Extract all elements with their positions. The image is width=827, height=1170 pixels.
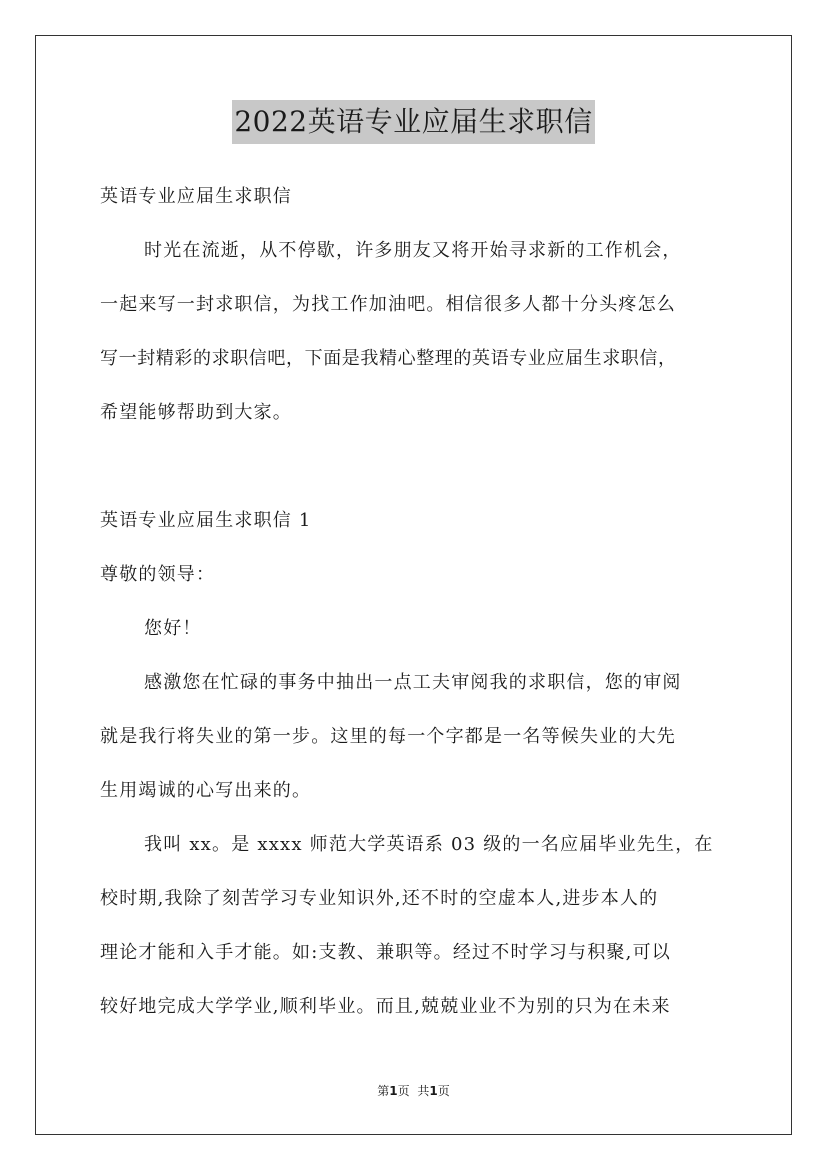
document-title-text: 2022英语专业应届生求职信	[232, 100, 594, 144]
page-footer	[0, 1082, 827, 1100]
paragraph-line: 理论才能和入手才能。如:支教、兼职等。经过不时学习与积聚,可以	[100, 942, 671, 963]
document-subtitle: 英语专业应届生求职信	[100, 186, 292, 207]
total-suffix: 页	[437, 1084, 450, 1098]
intro-line: 写一封精彩的求职信吧，下面是我精心整理的英语专业应届生求职信，	[100, 348, 677, 369]
document-body	[100, 170, 730, 1034]
intro-line: 一起来写一封求职信，为找工作加油吧。相信很多人都十分头疼怎么	[100, 294, 676, 315]
page-prefix: 第	[377, 1084, 390, 1098]
greeting: 您好！	[144, 618, 202, 639]
total-prefix: 共	[417, 1084, 430, 1098]
paragraph-line: 我叫 xx。是 xxxx 师范大学英语系 03 级的一名应届毕业先生，在	[144, 834, 714, 855]
page-number: 1	[389, 1084, 398, 1098]
paragraph-line: 感激您在忙碌的事务中抽出一点工夫审阅我的求职信，您的审阅	[144, 672, 682, 693]
paragraph-line: 生用竭诚的心写出来的。	[100, 780, 312, 801]
intro-line: 时光在流逝，从不停歇，许多朋友又将开始寻求新的工作机会，	[144, 240, 682, 261]
paragraph-line: 校时期,我除了刻苦学习专业知识外,还不时的空虚本人,进步本人的	[100, 888, 659, 909]
intro-line: 希望能够帮助到大家。	[100, 402, 292, 423]
salutation: 尊敬的领导：	[100, 564, 216, 585]
section-heading: 英语专业应届生求职信 1	[100, 510, 312, 531]
document-title	[0, 100, 827, 144]
paragraph-line: 就是我行将失业的第一步。这里的每一个字都是一名等候失业的大先	[100, 726, 676, 747]
blank-line	[100, 440, 730, 494]
paragraph-line: 较好地完成大学学业,顺利毕业。而且,兢兢业业不为别的只为在未来	[100, 996, 671, 1017]
total-pages: 1	[429, 1084, 438, 1098]
page-suffix: 页	[397, 1084, 410, 1098]
